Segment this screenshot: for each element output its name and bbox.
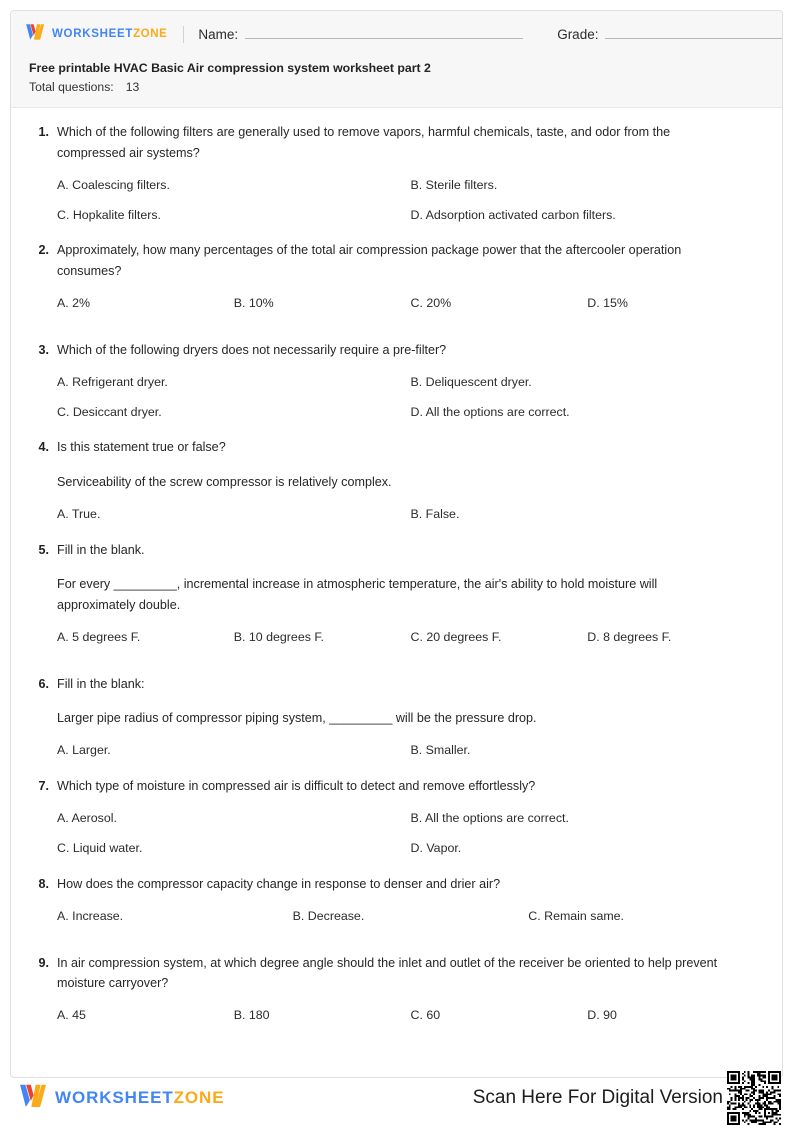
question-text: Which of the following dryers does not necessarily require a pre-filter? xyxy=(57,342,447,357)
question-item xyxy=(29,240,764,323)
answer-option[interactable]: A. Aerosol. xyxy=(57,811,117,826)
header-logo[interactable] xyxy=(25,23,167,46)
question-item xyxy=(29,340,764,422)
footer-scan-area xyxy=(473,1071,781,1125)
question-text: How does the compressor capacity change in response to denser and drier air? xyxy=(57,876,501,891)
question-item xyxy=(29,953,764,1036)
question-number: 9. xyxy=(38,955,49,970)
answer-option[interactable]: C. 20% xyxy=(410,296,452,311)
option-list xyxy=(57,907,764,937)
question-number: 7. xyxy=(38,779,49,793)
question-item xyxy=(29,874,764,937)
question-text: Which of the following filters are generally used to remove vapors, harmful chemicals, taste, and odor from the compressed air systems? xyxy=(57,125,671,160)
question-text: Approximately, how many percentages of the total air compression package power that the aftercooler operation consumes? xyxy=(57,243,682,278)
question-header xyxy=(29,776,764,796)
logo-word-zone: ZONE xyxy=(133,28,168,40)
question-number: 6. xyxy=(38,676,49,691)
qr-code-icon[interactable] xyxy=(727,1071,781,1125)
question-header xyxy=(29,437,764,457)
answer-option[interactable]: C. Liquid water. xyxy=(57,841,143,855)
option-list xyxy=(57,505,764,524)
answer-option[interactable]: A. 45 xyxy=(57,1008,86,1023)
answer-option[interactable]: A. Coalescing filters. xyxy=(57,178,170,193)
page-title: Free printable HVAC Basic Air compression system worksheet part 2 xyxy=(29,61,431,75)
question-header xyxy=(29,874,764,894)
option-list xyxy=(57,628,764,658)
answer-option[interactable]: A. Larger. xyxy=(57,743,111,758)
question-item xyxy=(29,674,764,760)
name-label: Name: xyxy=(198,27,239,42)
worksheet-footer xyxy=(10,1078,783,1122)
grade-label: Grade: xyxy=(557,27,599,42)
option-list xyxy=(57,373,764,421)
question-statement: For every _________, incremental increase in atmospheric temperature, the air's ability to hold moisture will approximately double. xyxy=(57,577,658,612)
answer-option[interactable]: C. Desiccant dryer. xyxy=(57,404,162,419)
footer-logo-text xyxy=(55,1088,224,1108)
name-field[interactable] xyxy=(198,26,523,42)
answer-option[interactable]: B. 10 degrees F. xyxy=(233,630,324,644)
grade-field[interactable] xyxy=(557,26,783,42)
question-item xyxy=(29,776,764,858)
answer-option[interactable]: D. 15% xyxy=(587,296,628,311)
question-number: 2. xyxy=(38,243,49,258)
worksheet-card xyxy=(10,10,783,1078)
worksheetzone-v-mark-icon xyxy=(18,1083,49,1114)
answer-option[interactable]: D. 90 xyxy=(587,1008,617,1023)
answer-option[interactable]: B. Smaller. xyxy=(410,743,471,758)
answer-option[interactable]: B. 10% xyxy=(233,296,274,311)
total-questions xyxy=(29,80,768,94)
question-number: 3. xyxy=(38,342,49,357)
question-text: Fill in the blank: xyxy=(57,676,145,691)
answer-option[interactable]: B. False. xyxy=(410,507,460,522)
question-text: Fill in the blank. xyxy=(57,542,145,557)
question-number: 5. xyxy=(38,542,49,557)
worksheet-header xyxy=(11,11,782,108)
question-item xyxy=(29,122,764,224)
answer-option[interactable]: A. 2% xyxy=(57,296,91,311)
question-header xyxy=(29,122,764,163)
question-header xyxy=(29,240,764,281)
answer-option[interactable]: D. All the options are correct. xyxy=(410,404,570,419)
grade-input-line[interactable] xyxy=(605,26,783,39)
option-list xyxy=(57,294,764,324)
question-item xyxy=(29,437,764,523)
answer-option[interactable]: B. Deliquescent dryer. xyxy=(410,375,532,390)
option-list xyxy=(57,741,764,760)
total-questions-value: 13 xyxy=(125,80,140,95)
answer-option[interactable]: A. Refrigerant dryer. xyxy=(57,375,168,390)
worksheetzone-v-mark-icon xyxy=(25,23,46,46)
header-divider xyxy=(183,26,184,43)
header-top-row xyxy=(11,11,782,57)
answer-option[interactable]: C. 20 degrees F. xyxy=(410,630,502,644)
question-item xyxy=(29,540,764,658)
footer-logo[interactable] xyxy=(18,1083,224,1114)
answer-option[interactable]: B. All the options are correct. xyxy=(410,811,569,826)
header-logo-text xyxy=(52,28,167,40)
question-header xyxy=(29,674,764,694)
questions-list xyxy=(11,108,782,1036)
question-header xyxy=(29,540,764,560)
logo-word-worksheet: WORKSHEET xyxy=(52,28,134,40)
answer-option[interactable]: D. Adsorption activated carbon filters. xyxy=(410,207,616,222)
option-list xyxy=(57,1006,764,1036)
answer-option[interactable]: C. Hopkalite filters. xyxy=(57,207,161,222)
question-text: Is this statement true or false? xyxy=(57,440,226,455)
answer-option[interactable]: C. 60 xyxy=(410,1008,441,1023)
question-text: Which type of moisture in compressed air is difficult to detect and remove effortlessly? xyxy=(57,779,536,793)
answer-option[interactable]: B. 180 xyxy=(233,1008,270,1023)
scan-instruction: Scan Here For Digital Version xyxy=(472,1087,723,1108)
logo-word-zone: ZONE xyxy=(173,1088,225,1107)
question-statement: Larger pipe radius of compressor piping system, _________ will be the pressure drop. xyxy=(57,711,537,725)
answer-option[interactable]: A. True. xyxy=(57,507,101,522)
answer-option[interactable]: A. 5 degrees F. xyxy=(57,630,141,644)
option-list xyxy=(57,176,764,224)
option-list xyxy=(57,809,764,857)
answer-option[interactable]: B. Decrease. xyxy=(292,909,365,923)
question-header xyxy=(29,340,764,360)
question-header xyxy=(29,953,764,994)
answer-option[interactable]: A. Increase. xyxy=(57,909,124,923)
answer-option[interactable]: C. Remain same. xyxy=(528,909,624,923)
header-meta xyxy=(11,57,782,107)
question-text: In air compression system, at which degree angle should the inlet and outlet of the receiver be oriented to help prevent moisture carryover? xyxy=(57,955,718,990)
question-number: 4. xyxy=(38,440,49,455)
question-number: 1. xyxy=(38,125,49,140)
total-questions-label: Total questions: xyxy=(29,80,114,95)
logo-word-worksheet: WORKSHEET xyxy=(55,1088,174,1107)
name-input-line[interactable] xyxy=(245,26,523,39)
question-number: 8. xyxy=(38,876,49,891)
answer-option[interactable]: B. Sterile filters. xyxy=(410,178,498,193)
answer-option[interactable]: D. Vapor. xyxy=(410,841,462,855)
question-statement: Serviceability of the screw compressor is relatively complex. xyxy=(57,474,392,489)
answer-option[interactable]: D. 8 degrees F. xyxy=(587,630,672,644)
